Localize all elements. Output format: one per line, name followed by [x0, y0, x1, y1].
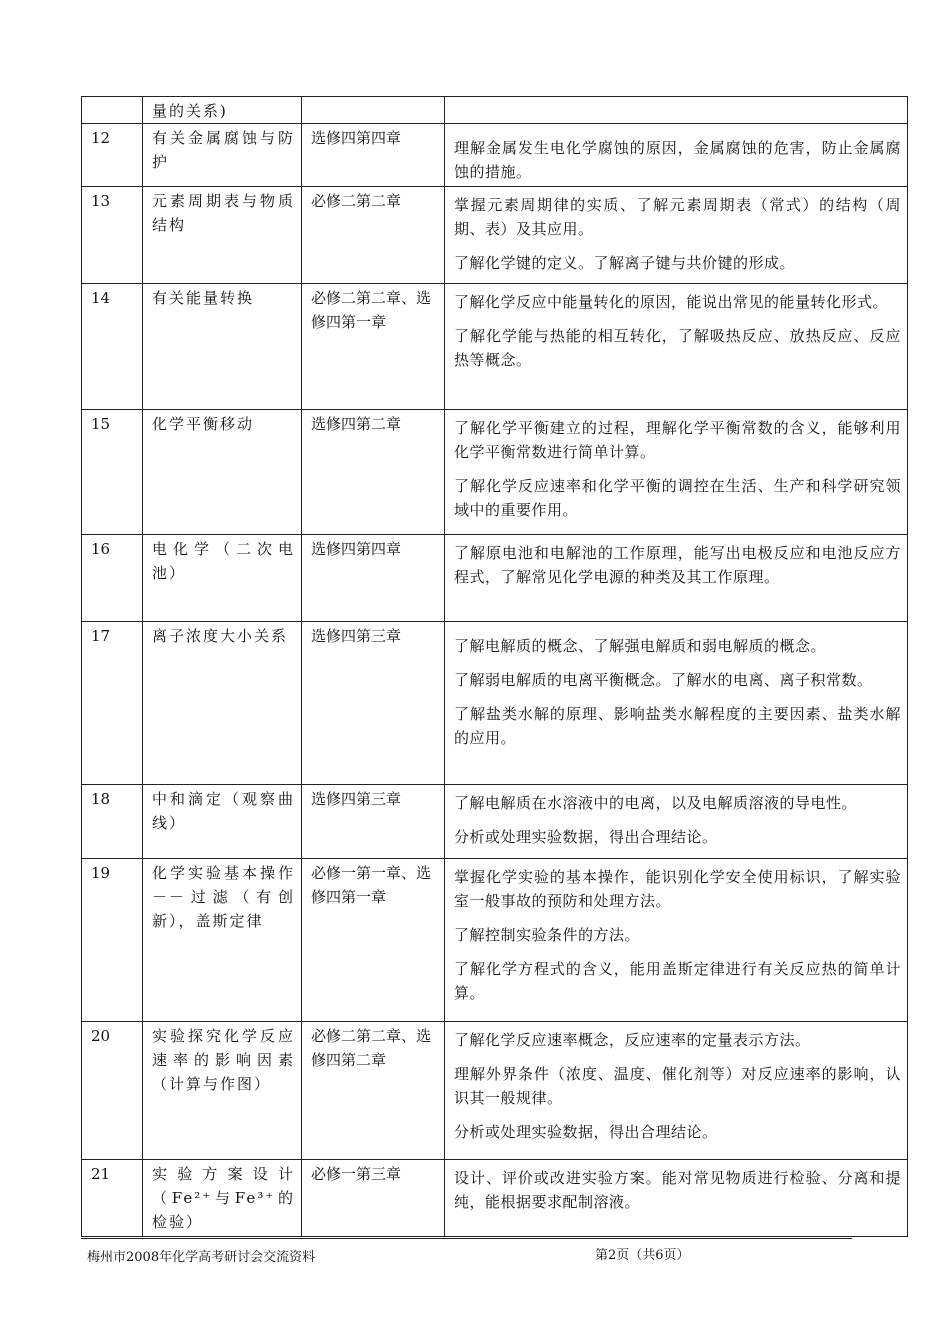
curriculum-table [81, 96, 908, 1237]
table-row [82, 284, 908, 410]
chapter-cell: 必修二第二章、选修四第二章 [302, 1022, 445, 1160]
topic-cell: 电化学（二次电池） [143, 535, 302, 622]
page-number: 第2页（共6页） [595, 1248, 690, 1263]
topic-cell: 中和滴定（观察曲线） [143, 785, 302, 859]
requirements-cell [445, 859, 908, 1022]
requirement-item: 分析或处理实验数据，得出合理结论。 [454, 828, 718, 846]
table-row [82, 622, 908, 785]
requirement-item: 分析或处理实验数据，得出合理结论。 [454, 1123, 718, 1141]
requirement-item: 了解化学方程式的含义，能用盖斯定律进行有关反应热的简单计算。 [454, 960, 901, 1002]
requirement-item: 了解化学能与热能的相互转化，了解吸热反应、放热反应、反应热等概念。 [454, 327, 901, 369]
table-row [82, 1022, 908, 1160]
requirements-cell [445, 785, 908, 859]
table-row [82, 785, 908, 859]
requirement-item: 掌握元素周期律的实质、了解元素周期表（常式）的结构（周期、表）及其应用。 [454, 196, 901, 238]
requirements-cell [445, 1160, 908, 1237]
chapter-cell: 选修四第二章 [302, 410, 445, 535]
requirement-item: 了解盐类水解的原理、影响盐类水解程度的主要因素、盐类水解的应用。 [454, 705, 901, 747]
requirement-item: 了解电解质在水溶液中的电离，以及电解质溶液的导电性。 [454, 794, 858, 812]
row-number-cell: 12 [82, 124, 143, 187]
topic-cell: 化学实验基本操作－－过滤（有创新），盖斯定律 [143, 859, 302, 1022]
chapter-cell: 必修二第二章 [302, 187, 445, 284]
topic-cell: 实验方案设计（Fe²⁺与Fe³⁺的检验） [143, 1160, 302, 1237]
chapter-cell: 必修一第三章 [302, 1160, 445, 1237]
requirements-cell [445, 535, 908, 622]
requirement-item: 了解弱电解质的电离平衡概念。了解水的电离、离子积常数。 [454, 671, 873, 689]
row-number-cell: 19 [82, 859, 143, 1022]
requirements-cell [445, 284, 908, 410]
table-row [82, 124, 908, 187]
requirement-item: 掌握化学实验的基本操作，能识别化学安全使用标识，了解实验室一般事故的预防和处理方法。 [454, 868, 901, 910]
table-row [82, 859, 908, 1022]
footer-source: 梅州市2008年化学高考研讨会交流资料 [87, 1250, 316, 1265]
row-number-cell: 21 [82, 1160, 143, 1237]
requirement-item: 了解电解质的概念、了解强电解质和弱电解质的概念。 [454, 637, 827, 655]
row-number-cell: 15 [82, 410, 143, 535]
chapter-cell: 必修二第二章、选修四第一章 [302, 284, 445, 410]
requirement-item: 了解化学反应速率概念，反应速率的定量表示方法。 [454, 1031, 811, 1049]
row-number-cell: 13 [82, 187, 143, 284]
chapter-cell: 选修四第四章 [302, 124, 445, 187]
row-number-cell [82, 97, 143, 124]
requirement-item: 理解外界条件（浓度、温度、催化剂等）对反应速率的影响，认识其一般规律。 [454, 1065, 901, 1107]
requirement-item: 了解化学反应速率和化学平衡的调控在生活、生产和科学研究领域中的重要作用。 [454, 477, 901, 519]
topic-cell: 有关能量转换 [143, 284, 302, 410]
table-row [82, 410, 908, 535]
topic-cell: 化学平衡移动 [143, 410, 302, 535]
topic-cell: 实验探究化学反应速率的影响因素（计算与作图） [143, 1022, 302, 1160]
requirements-cell [445, 97, 908, 124]
requirement-item: 了解化学键的定义。了解离子键与共价键的形成。 [454, 254, 796, 272]
requirement-item: 设计、评价或改进实验方案。能对常见物质进行检验、分离和提纯，能根据要求配制溶液。 [454, 1169, 901, 1211]
requirement-item: 了解化学平衡建立的过程，理解化学平衡常数的含义，能够利用化学平衡常数进行简单计算。 [454, 419, 901, 461]
table-row [82, 187, 908, 284]
chapter-cell: 选修四第三章 [302, 785, 445, 859]
row-number-cell: 20 [82, 1022, 143, 1160]
table-row [82, 1160, 908, 1237]
requirements-cell [445, 622, 908, 785]
chapter-cell: 选修四第四章 [302, 535, 445, 622]
topic-cell: 离子浓度大小关系 [143, 622, 302, 785]
table-row [82, 535, 908, 622]
topic-cell: 有关金属腐蚀与防护 [143, 124, 302, 187]
requirement-item: 理解金属发生电化学腐蚀的原因，金属腐蚀的危害，防止金属腐蚀的措施。 [454, 139, 901, 181]
footer-divider [81, 1238, 852, 1239]
requirement-item: 了解化学反应中能量转化的原因，能说出常见的能量转化形式。 [454, 293, 889, 311]
chapter-cell [302, 97, 445, 124]
requirements-cell [445, 187, 908, 284]
topic-cell: 元素周期表与物质结构 [143, 187, 302, 284]
table-row [82, 97, 908, 124]
requirements-cell [445, 124, 908, 187]
requirement-item: 了解控制实验条件的方法。 [454, 926, 641, 944]
row-number-cell: 17 [82, 622, 143, 785]
requirements-cell [445, 410, 908, 535]
topic-cell: 量的关系) [143, 97, 302, 124]
chapter-cell: 必修一第一章、选修四第一章 [302, 859, 445, 1022]
requirements-cell [445, 1022, 908, 1160]
row-number-cell: 16 [82, 535, 143, 622]
row-number-cell: 14 [82, 284, 143, 410]
row-number-cell: 18 [82, 785, 143, 859]
requirement-item: 了解原电池和电解池的工作原理，能写出电极反应和电池反应方程式，了解常见化学电源的种类及其工作原理。 [454, 544, 901, 586]
chapter-cell: 选修四第三章 [302, 622, 445, 785]
